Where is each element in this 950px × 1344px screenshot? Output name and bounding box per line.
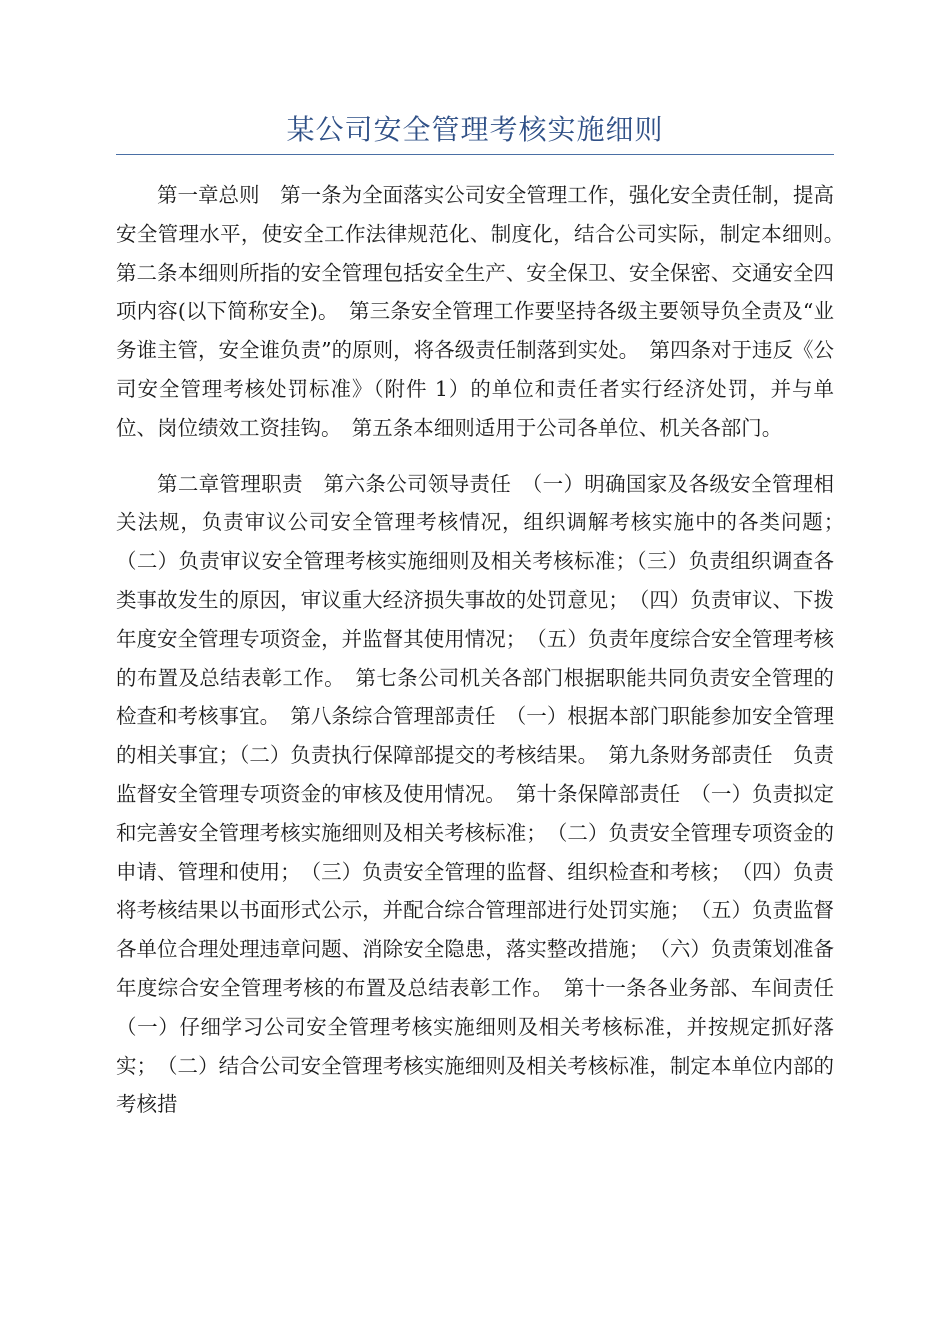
title-underline [116, 154, 834, 155]
document-body [116, 176, 855, 1124]
document-title: 某公司安全管理考核实施细则 [286, 113, 664, 146]
paragraph-chapter-1: 第一章总则 第一条为全面落实公司安全管理工作，强化安全责任制，提高安全管理水平，使安全工作法律规范化、制度化，结合公司实际，制定本细则。 第二条本细则所指的安全管理包括安全生产、安全保卫、安全保密、交通安全四项内容(以下简称安全)。 第三条安全管理工作要坚持各级主要领导负全责及“业务谁主管，安全谁负责”的原则，将各级责任制落到实处。 第四条对于违反《公司安全管理考核处罚标准》（附件 1）的单位和责任者实行经济处罚，并与单位、岗位绩效工资挂钩。 第五条本细则适用于公司各单位、机关各部门。 [116, 183, 855, 440]
paragraph-chapter-2: 第二章管理职责 第六条公司领导责任 （一）明确国家及各级安全管理相关法规，负责审议公司安全管理考核情况，组织调解考核实施中的各类问题； （二）负责审议安全管理考核实施细则及相关考核标准；（三）负责组织调查各类事故发生的原因，审议重大经济损失事故的处罚意见； （四）负责审议、下拨年度安全管理专项资金，并监督其使用情况； （五）负责年度综合安全管理考核的布置及总结表彰工作。 第七条公司机关各部门根据职能共同负责安全管理的检查和考核事宜。 第八条综合管理部责任 （一）根据本部门职能参加安全管理的相关事宜；（二）负责执行保障部提交的考核结果。 第九条财务部责任 负责监督安全管理专项资金的审核及使用情况。 第十条保障部责任 （一）负责拟定和完善安全管理考核实施细则及相关考核标准； （二）负责安全管理专项资金的申请、管理和使用； （三）负责安全管理的监督、组织检查和考核； （四）负责将考核结果以书面形式公示，并配合综合管理部进行处罚实施； （五）负责监督各单位合理处理违章问题、消除安全隐患，落实整改措施； （六）负责策划准备年度综合安全管理考核的布置及总结表彰工作。 第十一条各业务部、车间责任 （一）仔细学习公司安全管理考核实施细则及相关考核标准，并按规定抓好落实； （二）结合公司安全管理考核实施细则及相关考核标准，制定本单位内部的考核措 [116, 471, 855, 1117]
